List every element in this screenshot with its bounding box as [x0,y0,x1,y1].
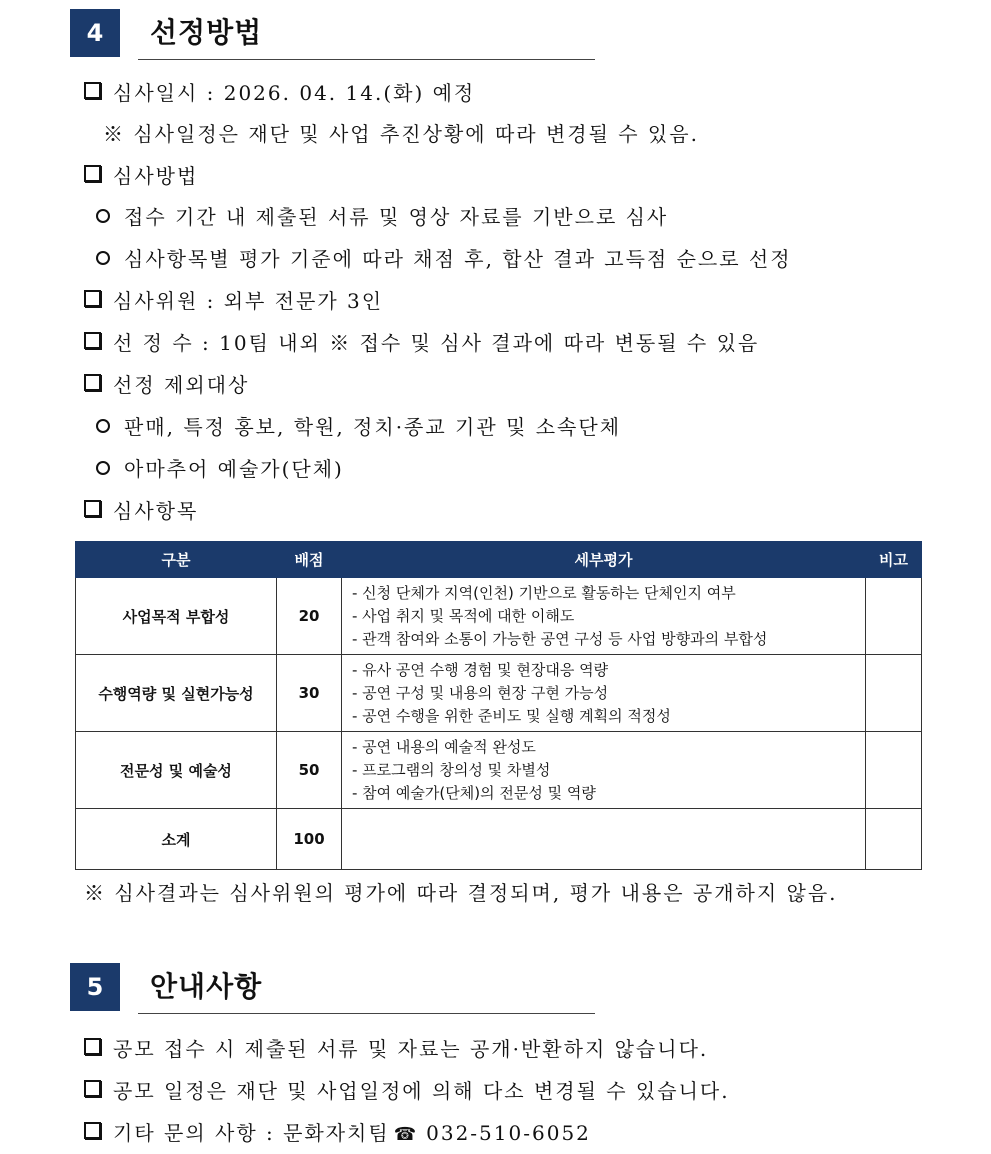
result-note: ※ 심사결과는 심사위원의 평가에 따라 결정되며, 평가 내용은 공개하지 않음. [84,881,838,905]
section-4-header [70,9,595,61]
checkbox-square-icon [84,332,101,349]
checkbox-square-icon [84,500,101,517]
row-category: 전문성 및 예술성 [76,732,277,809]
phone-icon: ☎ [393,1124,419,1145]
header-note: 비고 [866,542,922,578]
exclusion-item-1 [96,411,621,440]
checkbox-square-icon [84,374,101,391]
detail-line: - 공연 구성 및 내용의 현장 구현 가능성 [352,683,609,702]
header-details: 세부평가 [342,542,866,578]
notice-text: 공모 접수 시 제출된 서류 및 자료는 공개·반환하지 않습니다. [113,1037,709,1061]
table-row [76,732,922,809]
checkbox-square-icon [84,82,101,99]
criteria-heading-line [84,495,198,524]
header-category: 구분 [76,542,277,578]
selection-count-text: 선 정 수 : 10팀 내외 ※ 접수 및 심사 결과에 따라 변동될 수 있음 [113,331,760,355]
judges-line [84,285,383,314]
schedule-line [84,77,475,106]
criteria-heading: 심사항목 [113,499,199,523]
method-item-text: 접수 기간 내 제출된 서류 및 영상 자료를 기반으로 심사 [124,205,669,229]
checkbox-square-icon [84,165,101,182]
row-note [866,578,922,655]
section-5-number: 5 [70,963,120,1011]
detail-line: - 관객 참여와 소통이 가능한 공연 구성 등 사업 방향과의 부합성 [352,629,768,648]
row-details [342,655,866,732]
circle-bullet-icon [96,461,110,475]
row-note [866,655,922,732]
table-row [76,655,922,732]
selection-count-line [84,327,759,356]
total-note [866,809,922,870]
table-total-row [76,809,922,870]
method-heading: 심사방법 [113,164,199,188]
judges-text: 심사위원 : 외부 전문가 3인 [113,289,384,313]
row-points: 50 [277,732,342,809]
contact-line [84,1117,591,1146]
notice-item-2 [84,1075,730,1104]
section-4-underline [138,59,595,60]
method-item-2 [96,243,792,272]
row-details [342,732,866,809]
table-header-row [76,542,922,578]
checkbox-square-icon [84,1122,101,1139]
exclusion-item-text: 판매, 특정 홍보, 학원, 정치·종교 기관 및 소속단체 [124,415,622,439]
section-5-title: 안내사항 [150,970,263,1003]
total-details [342,809,866,870]
detail-line: - 사업 취지 및 목적에 대한 이해도 [352,606,575,625]
row-category: 수행역량 및 실현가능성 [76,655,277,732]
row-points: 30 [277,655,342,732]
exclusion-item-text: 아마추어 예술가(단체) [124,457,344,481]
notice-item-1 [84,1033,708,1062]
section-4-title: 선정방법 [150,16,263,49]
row-note [866,732,922,809]
detail-line: - 참여 예술가(단체)의 전문성 및 역량 [352,783,596,802]
table-row [76,578,922,655]
detail-line: - 신청 단체가 지역(인천) 기반으로 활동하는 단체인지 여부 [352,583,736,602]
method-item-text: 심사항목별 평가 기준에 따라 채점 후, 합산 결과 고득점 순으로 선정 [124,247,792,271]
circle-bullet-icon [96,209,110,223]
notice-text: 공모 일정은 재단 및 사업일정에 의해 다소 변경될 수 있습니다. [113,1079,730,1103]
header-points: 배점 [277,542,342,578]
schedule-note: ※ 심사일정은 재단 및 사업 추진상황에 따라 변경될 수 있음. [103,122,699,146]
total-label: 소계 [76,809,277,870]
criteria-table [75,541,922,870]
section-4-number: 4 [70,9,120,57]
detail-line: - 유사 공연 수행 경험 및 현장대응 역량 [352,660,609,679]
detail-line: - 공연 내용의 예술적 완성도 [352,737,536,756]
checkbox-square-icon [84,1080,101,1097]
checkbox-square-icon [84,1038,101,1055]
circle-bullet-icon [96,419,110,433]
detail-line: - 프로그램의 창의성 및 차별성 [352,760,551,779]
exclusion-heading: 선정 제외대상 [113,373,250,397]
section-5-header [70,963,595,1015]
detail-line: - 공연 수행을 위한 준비도 및 실행 계획의 적정성 [352,706,671,725]
exclusion-item-2 [96,453,344,482]
schedule-text: 심사일시 : 2026. 04. 14.(화) 예정 [113,81,476,105]
row-details [342,578,866,655]
method-heading-line [84,160,198,189]
total-points: 100 [277,809,342,870]
circle-bullet-icon [96,251,110,265]
contact-phone: 032-510-6052 [426,1121,591,1145]
checkbox-square-icon [84,290,101,307]
contact-label: 기타 문의 사항 : 문화자치팀 [113,1121,390,1145]
row-points: 20 [277,578,342,655]
method-item-1 [96,201,668,230]
exclusion-heading-line [84,369,249,398]
row-category: 사업목적 부합성 [76,578,277,655]
section-5-underline [138,1013,595,1014]
